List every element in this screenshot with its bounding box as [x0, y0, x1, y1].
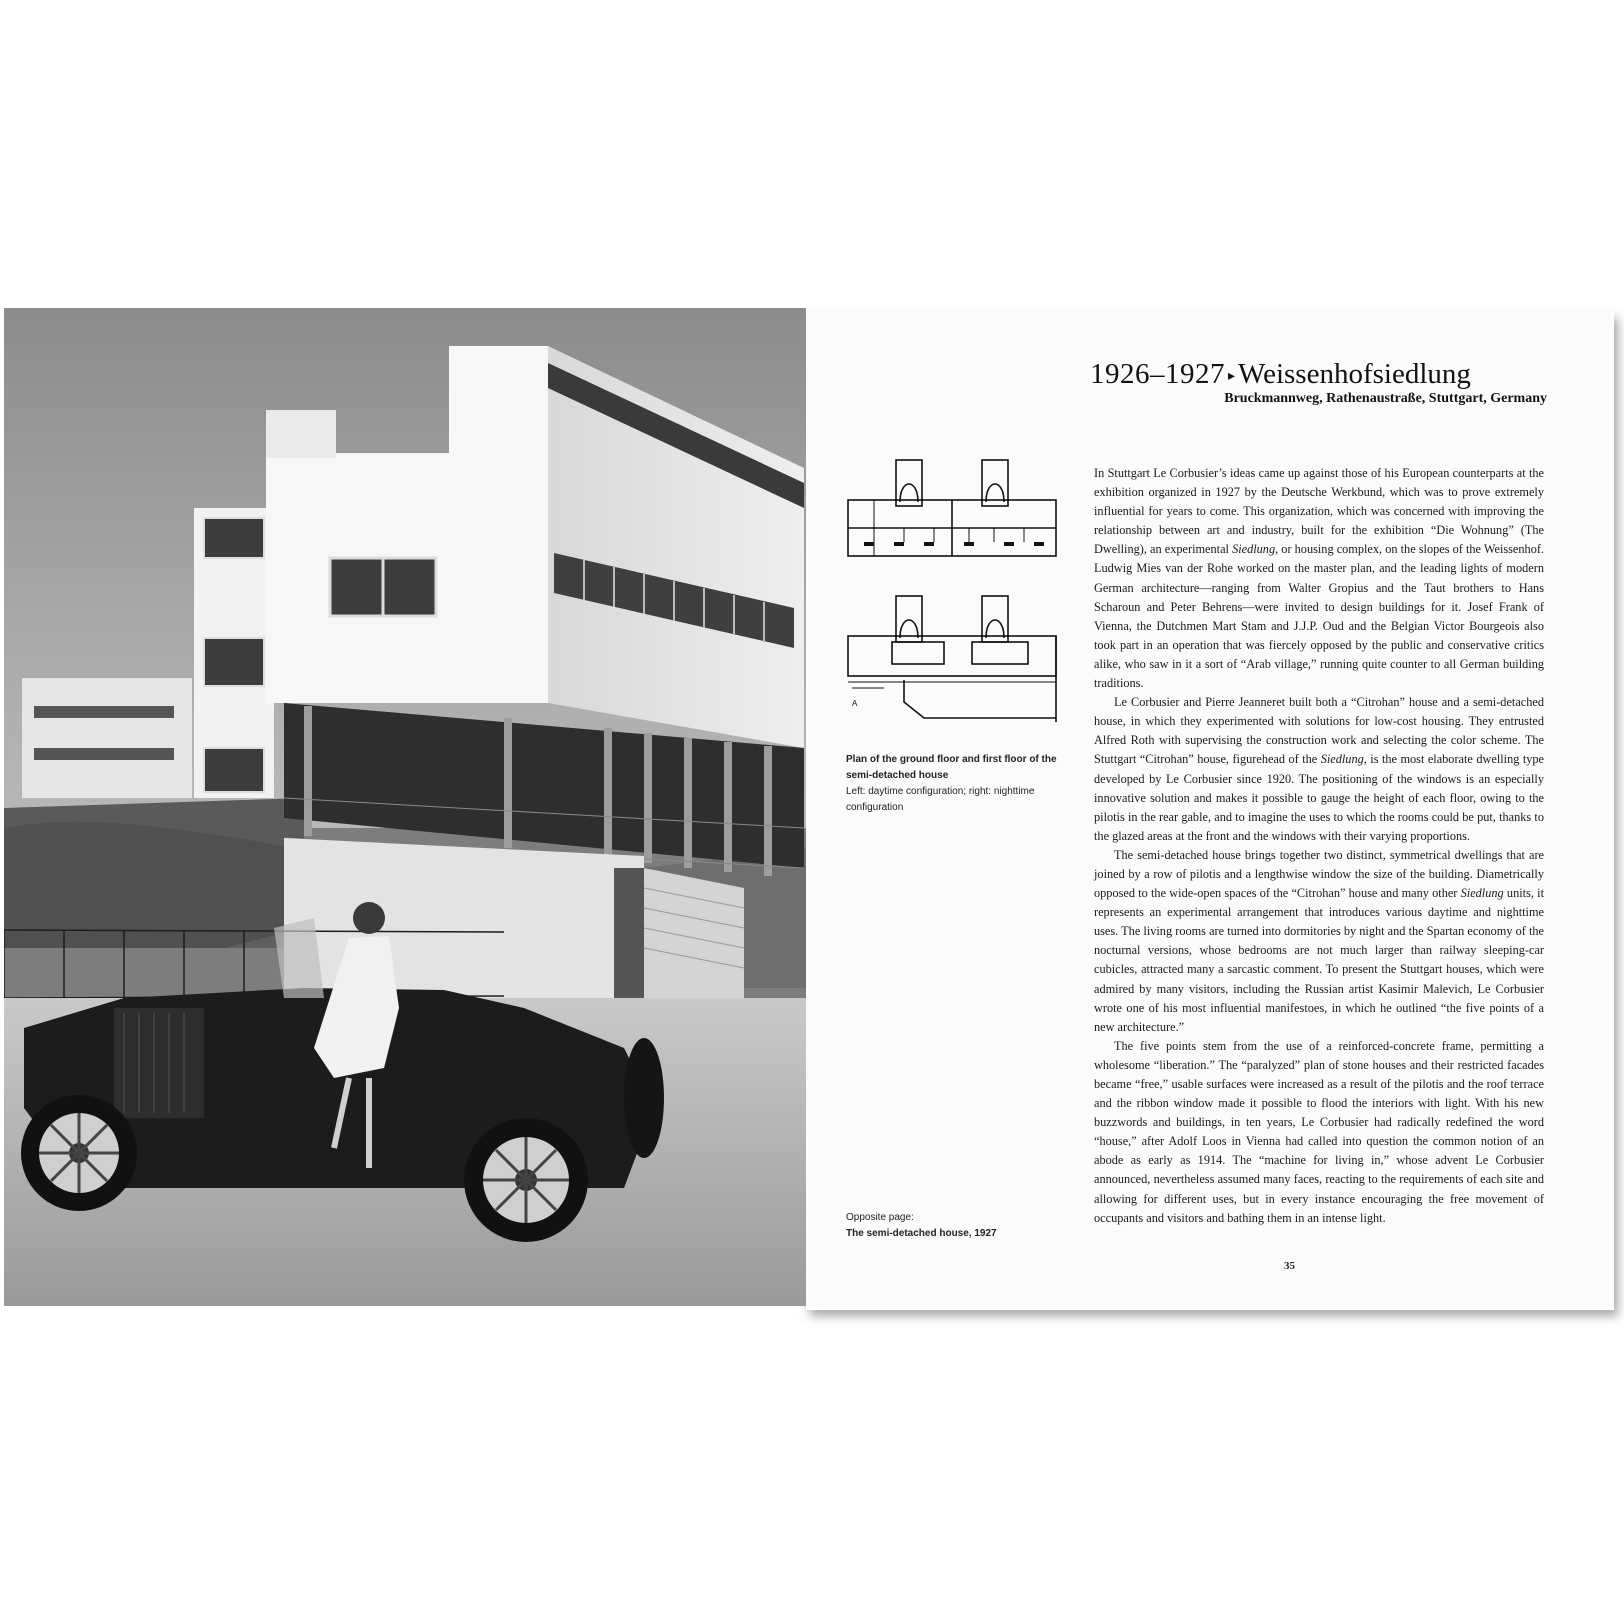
photo-caption-lead: Opposite page: [846, 1212, 914, 1223]
paragraph-2 [1094, 693, 1544, 846]
car-wheel-front [21, 1095, 137, 1211]
svg-text:A: A [852, 699, 858, 708]
paragraph-1-part-a: In Stuttgart Le Corbusier’s ideas came up against those of his European counterparts at the exhibition organized in 1927 by the Deutsche Werkbund, which was to prove extremely influential for years to come. This organization, which was concerned with improving the relationship between art and industry, built for the exhibition “Die Wohnung” (The Dwelling), an experimental [1094, 466, 1544, 557]
plan-caption-detail-2: configuration [846, 802, 904, 813]
car-wheel-rear [464, 1118, 588, 1242]
paragraph-2-part-a: Le Corbusier and Pierre Jeanneret built both a “Citrohan” house and a semi-detached house, in which they experimented with solutions for low-cost housing. They entrusted Alfred Roth with supervising the construction work and selecting the color scheme. The Stuttgart “Citrohan” house, figurehead of the [1094, 695, 1544, 767]
photo-caption [846, 1210, 1076, 1242]
paragraph-3-part-b: units, it represents an experimental arrangement that introduces various daytime and nighttime uses. The living rooms are turned into dormitories by night and the Spartan economy of the nocturnal versions, whose bedrooms are not much larger than railway sleeping-car cubicles, attracted many a sarcastic comment. To present the Stuttgart houses, which were admired by many visitors, including the Russian artist Kasimir Malevich, Le Corbusier wrote one of his most influential manifestoes, in which he outlined “the five points of a new architecture.” [1094, 886, 1544, 1034]
photo-caption-title: The semi-detached house, 1927 [846, 1228, 997, 1239]
page-number: 35 [1284, 1260, 1295, 1272]
chapter-heading [1090, 358, 1471, 391]
spare-tire [624, 1038, 664, 1158]
paragraph-3 [1094, 846, 1544, 1037]
right-triangle-icon: ▸ [1228, 368, 1236, 384]
text-page [806, 308, 1610, 1306]
plan-caption-title-2: semi-detached house [846, 770, 949, 781]
window-left-top [204, 518, 264, 558]
roof-block [449, 346, 549, 456]
heading-title: Weissenhofsiedlung [1238, 358, 1471, 390]
plan-caption-detail-1: Left: daytime configuration; right: nighttime [846, 786, 1035, 797]
exterior-stairs [644, 868, 744, 998]
building-and-car-photo [4, 308, 810, 1306]
photo-page [4, 308, 810, 1306]
body-text [1094, 464, 1544, 1228]
distant-building [22, 678, 192, 798]
paragraph-2-part-b: , is the most elaborate dwelling type developed by Le Corbusier since 1920. The positioning of the windows is an especially innovative solution and makes it possible to gauge the height of each floor, owing to the pilotis in the rear gable, and to imagine the uses to which the rooms could be put, thanks to the glazed areas at the front and the windows with their varying proportions. [1094, 752, 1545, 843]
plan-caption-title-1: Plan of the ground floor and first floor of the [846, 754, 1057, 765]
window-left-low [204, 748, 264, 792]
heading-years: 1926–1927 [1090, 358, 1225, 390]
paragraph-1-italic: Siedlung [1232, 542, 1276, 557]
paragraph-1 [1094, 464, 1544, 693]
window-left-mid [204, 638, 264, 686]
paragraph-2-italic: Siedlung [1320, 752, 1364, 767]
heading-subtitle: Bruckmannweg, Rathenaustraße, Stuttgart, Germany [1224, 391, 1547, 406]
paragraph-1-part-b: , or housing complex, on the slopes of the Weissenhof. Ludwig Mies van der Rohe worked on the master plan, and the leading lights of modern German architecture—ranging from Walter Gropius and the Taut brothers to Hans Scharoun and Peter Behrens—were invited to design buildings for it. Josef Frank of Vienna, the Dutchmen Mart Stam and J.J.P. Oud and the Belgian Victor Bourgeois also took part in an operation that was fiercely opposed by the public and conservative critics alike, who saw in it a sort of “Arab village,” running quite counter to all German building traditions. [1094, 542, 1545, 691]
paragraph-3-part-a: The semi-detached house brings together two distinct, symmetrical dwellings that are joined by a row of pilotis and a lengthwise window the size of the building. Diametrically opposed to the wide-open spaces of the “Citrohan” house and many other [1094, 847, 1544, 901]
floor-plan-drawing [844, 452, 1070, 724]
plan-caption [846, 752, 1076, 816]
paragraph-4: The five points stem from the use of a reinforced-concrete frame, permitting a wholesome “liberation.” The “paralyzed” plan of stone houses and their restricted facades became “free,” usable surfaces were increased as a result of the pilotis and the roof terrace and the ribbon window made it possible to flood the interiors with light. With his new buzzwords and buildings, in ten years, Le Corbusier had radically redefined the word “house,” after Adolf Loos in Vienna had called into question the common notion of an abode as early as 1914. The “machine for living in,” whose advent Le Corbusier announced, nevertheless assumed many faces, reacting to the requirements of each site and allowing for different uses, but in every instance encouraging the free movement of occupants and visitors and bathing them in an intense light. [1094, 1038, 1544, 1225]
paragraph-3-italic: Siedlung [1460, 886, 1504, 901]
